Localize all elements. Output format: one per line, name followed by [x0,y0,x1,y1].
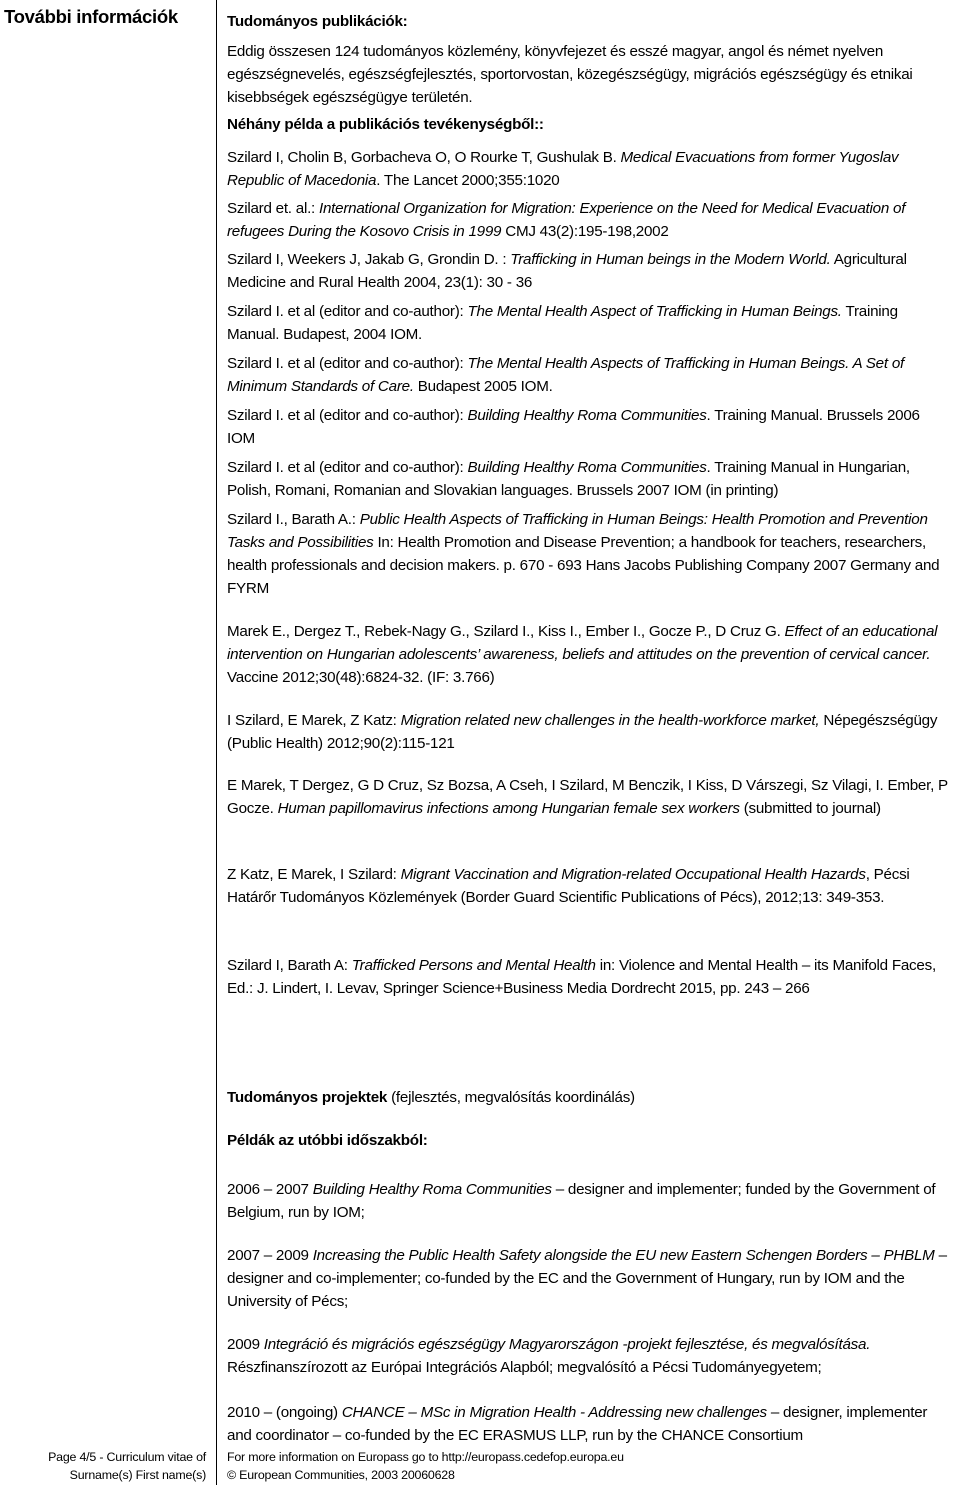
publication-item: E Marek, T Dergez, G D Cruz, Sz Bozsa, A Cseh, I Szilard, M Benczik, I Kiss, D Várszegi, Sz Vilagi, I. Ember, P Gocze. Human papillomavirus infections among Hungarian female sex workers (submitted to journal) [227,777,948,817]
project-item: 2006 – 2007 Building Healthy Roma Communities – designer and implementer; funded by the Government of Belgium, run by IOM; [227,1181,936,1221]
section-label: További információk [4,6,178,27]
project-item: 2010 – (ongoing) CHANCE – MSc in Migration Health - Addressing new challenges – designer, implementer and coordinator – co-funded by the EC ERASMUS LLP, run by the CHANCE Consortium [227,1404,928,1444]
project-item: 2007 – 2009 Increasing the Public Health Safety alongside the EU new Eastern Schengen Borders – PHBLM – designer and co-implementer; co-funded by the EC and the Government of Hungary, run by IOM and the University of Pécs; [227,1247,947,1310]
footer-europass-info: For more information on Europass go to http://europass.cedefop.europa.eu [227,1450,624,1464]
projects-examples-heading: Példák az utóbbi időszakból: [227,1132,428,1149]
publications-intro: Eddig összesen 124 tudományos közlemény, könyvfejezet és esszé magyar, angol és német nyelven egészségnevelés, egészségfejlesztés, sportorvostan, közegészségügy, migrációs egészségügy és etnikai kisebbségek egészségügye területén. [227,43,913,106]
publication-item: I Szilard, E Marek, Z Katz: Migration related new challenges in the health-workforce market, Népegészségügy (Public Health) 2012;90(2):115-121 [227,712,938,752]
publications-examples-heading: Néhány példa a publikációs tevékenységből:: [227,116,544,133]
publication-item: Szilard et. al.: International Organization for Migration: Experience on the Need for Medical Evacuation of refugees During the Kosovo Crisis in 1999 CMJ 43(2):195-198,2002 [227,200,906,240]
publication-item: Szilard I., Barath A.: Public Health Aspects of Trafficking in Human Beings: Health Promotion and Prevention Tasks and Possibilities In: Health Promotion and Disease Prevention; a handbook for teachers, researchers, health professionals and decision makers. p. 670 - 693 Hans Jacobs Publishing Company 2007 Germany and FYRM [227,511,940,597]
footer-page-number: Page 4/5 - Curriculum vitae of [48,1450,206,1464]
publication-item: Szilard I. et al (editor and co-author): The Mental Health Aspects of Trafficking in Human Beings. A Set of Minimum Standards of Care. Budapest 2005 IOM. [227,355,904,395]
publication-item: Marek E., Dergez T., Rebek-Nagy G., Szilard I., Kiss I., Ember I., Gocze P., D Cruz G. Effect of an educational intervention on Hungarian adolescents’ awareness, beliefs and attitudes on the prevention of cervical cancer. Vaccine 2012;30(48):6824-32. (IF: 3.766) [227,623,938,686]
publication-item: Szilard I. et al (editor and co-author): Building Healthy Roma Communities. Training Manual in Hungarian, Polish, Romani, Romanian and Slovakian languages. Brussels 2007 IOM (in printing) [227,459,910,499]
footer-name: Surname(s) First name(s) [69,1468,206,1482]
publications-heading: Tudományos publikációk: [227,13,408,30]
projects-heading: Tudományos projektek (fejlesztés, megvalósítás koordinálás) [227,1089,635,1106]
publication-item: Z Katz, E Marek, I Szilard: Migrant Vaccination and Migration-related Occupational Health Hazards, Pécsi Határőr Tudományos Közlemények (Border Guard Scientific Publications of Pécs), 2012;13: 349-353. [227,866,910,906]
footer-copyright: © European Communities, 2003 20060628 [227,1468,455,1482]
publication-item: Szilard I. et al (editor and co-author): The Mental Health Aspect of Trafficking in Human Beings. Training Manual. Budapest, 2004 IOM. [227,303,898,343]
publication-item: Szilard I. et al (editor and co-author): Building Healthy Roma Communities. Training Manual. Brussels 2006 IOM [227,407,920,447]
project-item: 2009 Integráció és migrációs egészségügy Magyarországon -projekt fejlesztése, és megvalósítása. Részfinanszírozott az Európai Integrációs Alapból; megvalósító a Pécsi Tudományegyetem; [227,1336,871,1376]
publication-item: Szilard I, Barath A: Trafficked Persons and Mental Health in: Violence and Mental Health – its Manifold Faces, Ed.: J. Lindert, I. Levav, Springer Science+Business Media Dordrecht 2015, pp. 243 – 266 [227,957,936,997]
publication-item: Szilard I, Weekers J, Jakab G, Grondin D. : Trafficking in Human beings in the Modern World. Agricultural Medicine and Rural Health 2004, 23(1): 30 - 36 [227,251,907,291]
publication-item: Szilard I, Cholin B, Gorbacheva O, O Rourke T, Gushulak B. Medical Evacuations from former Yugoslav Republic of Macedonia. The Lancet 2000;355:1020 [227,149,899,189]
column-divider [216,0,217,1485]
